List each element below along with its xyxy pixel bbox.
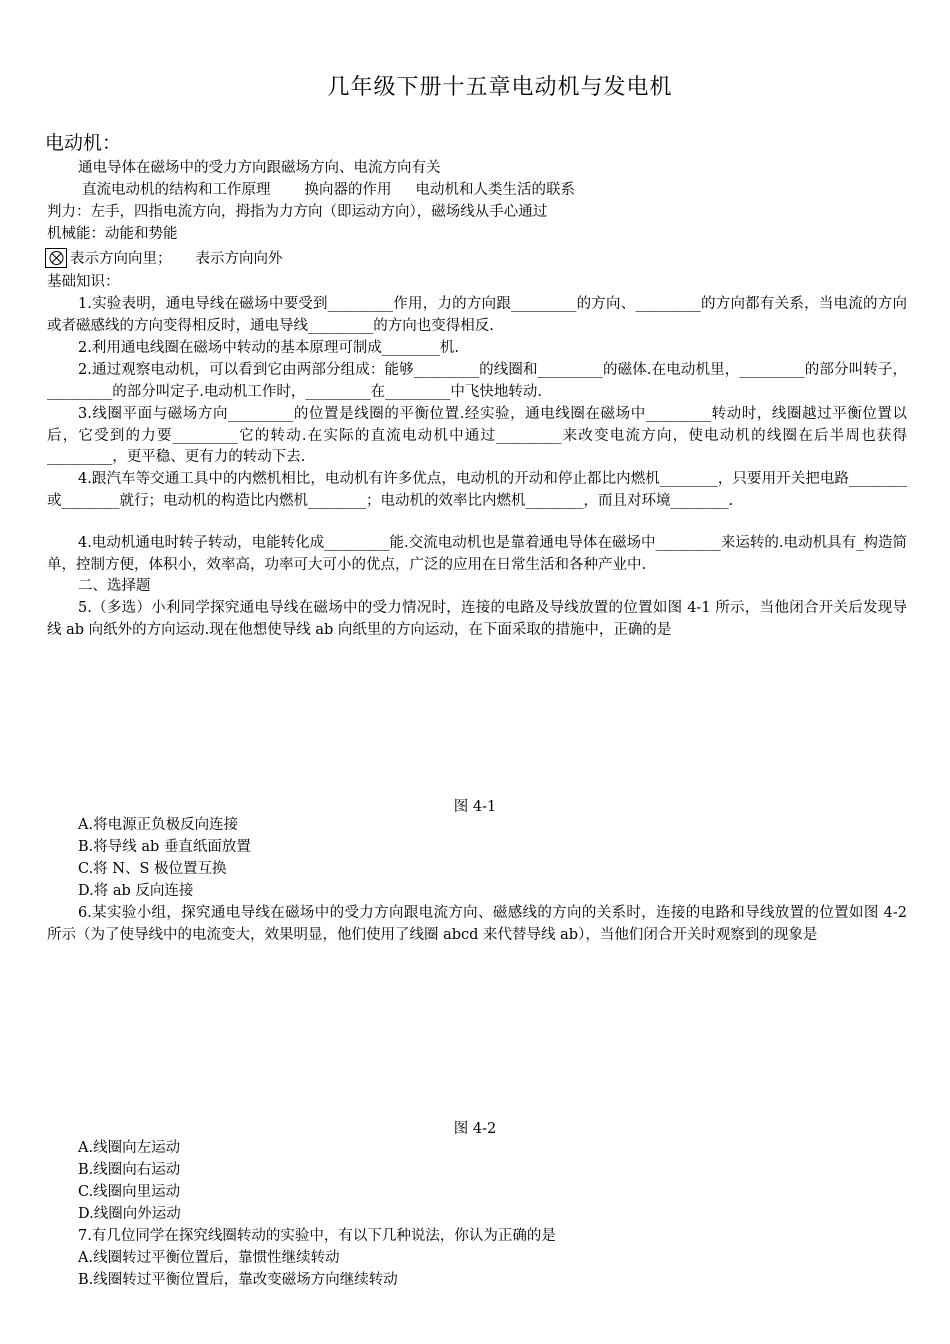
page-title: 几年级下册十五章电动机与发电机 [327,75,673,100]
out-of-page-label: 表示方向向外 [195,251,283,267]
q7-option-b: B.线圈转过平衡位置后，靠改变磁场方向继续转动 [78,1272,398,1288]
q5-option-c: C.将 N、S 极位置互换 [78,861,227,877]
cross-in-circle-icon [45,248,67,268]
question-4b: 4.电动机通电时转子转动，电能转化成_________能.交流电动机也是靠着通电导体在磁场中_________来运转的.电动机具有_构造简单，控制方便，体积小，效率高，功率可大可小的优点，广泛的应用在日常生活和各种产业中. [47,535,907,573]
q6-option-a: A.线圈向左运动 [78,1140,181,1156]
question-7: 7.有几位同学在探究线圈转动的实验中，有以下几种说法，你认为正确的是 [78,1228,556,1244]
intro-topic-commutator: 换向器的作用 [304,182,392,198]
q5-option-a: A.将电源正负极反向连接 [78,817,239,833]
question-5: 5.（多选）小利同学探究通电导线在磁场中的受力情况时，连接的电路及导线放置的位置如图 4-1 所示，当他闭合开关后发现导线 ab 向纸外的方向运动.现在他想使导线 ab 向纸里的方向运动，在下面采取的措施中，正确的是 [47,600,907,638]
intro-line-2 [82,180,575,202]
section-heading: 电动机： [45,132,122,154]
intro-topic-life: 电动机和人类生活的联系 [415,182,575,198]
question-4: 4.跟汽车等交通工具中的内燃机相比，电动机有许多优点，电动机的开动和停止都比内燃机________，只要用开关把电路________或________就行；电动机的构造比内燃机________；电动机的效率比内燃机________，而且对环境________. [47,471,907,509]
figure-4-2-caption: 图 4-2 [453,1121,497,1137]
q6-option-d: D.线圈向外运动 [78,1206,181,1222]
q7-option-a: A.线圈转过平衡位置后，靠惯性继续转动 [78,1250,340,1266]
q6-option-c: C.线圈向里运动 [78,1184,181,1200]
figure-4-1-caption: 图 4-1 [453,799,497,815]
into-page-label: 表示方向向里； [70,251,172,267]
question-6: 6.某实验小组，探究通电导线在磁场中的受力方向跟电流方向、磁感线的方向的关系时，连接的电路和导线放置的位置如图 4-2 所示（为了使导线中的电流变大，效果明显，他们使用了线圈 abcd 来代替导线 ab），当他们闭合开关时观察到的现象是 [47,905,907,943]
question-2b: 2.通过观察电动机，可以看到它由两部分组成：能够_________的线圈和_________的磁体.在电动机里，_________的部分叫转子，_________的部分叫定子.电动机工作时，_________在_________中飞快地转动. [47,362,907,400]
question-3: 3.线圈平面与磁场方向_________的位置是线圈的平衡位置.经实验，通电线圈在磁场中_________转动时，线圈越过平衡位置以后，它受到的力要_________它的转动.在实际的直流电动机中通过_________来改变电流方向，使电动机的线圈在后半周也获得_________，更平稳、更有力的转动下去. [47,406,907,465]
basics-heading: 基础知识： [47,274,120,290]
part-2-heading: 二、选择题 [78,578,151,594]
intro-line-1: 通电导体在磁场中的受力方向跟磁场方向、电流方向有关 [78,160,441,176]
q5-option-b: B.将导线 ab 垂直纸面放置 [78,839,251,855]
q6-option-b: B.线圈向右运动 [78,1162,181,1178]
intro-line-5 [45,248,283,271]
intro-line-4: 机械能：动能和势能 [47,226,178,242]
question-1: 1.实验表明，通电导线在磁场中要受到_________作用，力的方向跟_________的方向、_________的方向都有关系，当电流的方向或者磁感线的方向变得相反时，通电导线_________的方向也变得相反. [47,296,907,334]
question-2: 2.利用通电线圈在磁场中转动的基本原理可制成________机. [78,340,459,356]
q5-option-d: D.将 ab 反向连接 [78,883,194,899]
intro-line-3: 判力：左手，四指电流方向，拇指为力方向（即运动方向），磁场线从手心通过 [47,204,548,220]
intro-topic-structure: 直流电动机的结构和工作原理 [82,182,271,198]
